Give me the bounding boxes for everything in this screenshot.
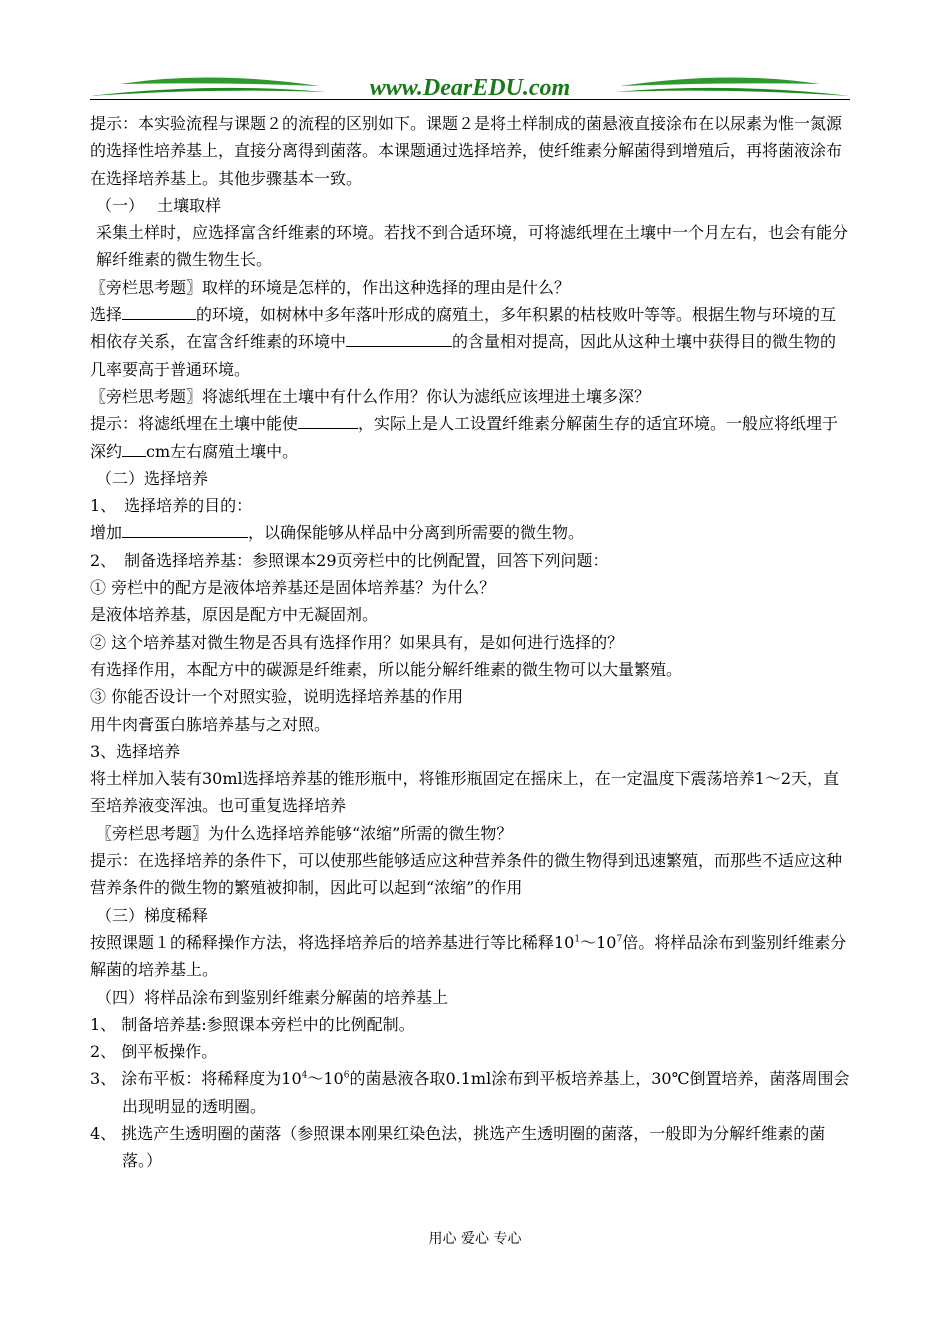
paragraph-dilution: 按照课题１的稀释操作方法，将选择培养后的培养基进行等比稀释$10^1\sim 10^7$倍。将样品涂布到鉴别纤维素分解菌的培养基上。	[90, 932, 847, 980]
paragraph-sampling: 采集土样时，应选择富含纤维素的环境。若找不到合适环境，可将滤纸埋在土壤中一个月左右，也会有能分解纤维素的微生物生长。	[96, 223, 849, 270]
sidebar-question-2: 〖旁栏思考题〗将滤纸埋在土壤中有什么作用？你认为滤纸应该埋进土壤多深？	[90, 386, 651, 406]
answer-item: 有选择作用，本配方中的碳源是纤维素，所以能分解纤维素的微生物可以大量繁殖。	[90, 659, 683, 679]
paragraph-answer-2: 提示：将滤纸埋在土壤中能使 ，实际上是人工设置纤维素分解菌生存的适宜环境。一般应将纸埋于深约 cm左右腐殖土壤中。	[90, 410, 852, 465]
logo-text: www.DearEDU.com	[369, 75, 571, 101]
question-item: ③ 你能否设计一个对照实验，说明选择培养基的作用	[90, 687, 464, 707]
sidebar-question-1: 〖旁栏思考题〗取样的环境是怎样的，作出这种选择的理由是什么？	[90, 277, 571, 297]
answer-item: 用牛肉膏蛋白胨培养基与之对照。	[90, 714, 331, 734]
paragraph-answer-1: 选择 的环境，如树林中多年落叶形成的腐殖土，多年积累的枯枝败叶等等。根据生物与环境的互相依存关系，在富含纤维素的环境中 的含量相对提高，因此从这种土壤中获得目的微生物的几率要高于普通环境。	[90, 301, 852, 383]
page-footer: 用心 爱心 专心	[428, 1231, 522, 1247]
paragraph-answer-3: 提示：在选择培养的条件下，可以使那些能够适应这种营养条件的微生物得到迅速繁殖，而那些不适应这种营养条件的微生物的繁殖被抑制，因此可以起到“浓缩”的作用	[90, 851, 843, 898]
list-item: 3、选择培养	[90, 741, 181, 761]
section-heading-soil-sampling: （一） 土壤取样	[96, 195, 222, 215]
paragraph-culture-steps: 将土样加入装有30ml选择培养基的锥形瓶中，将锥形瓶固定在摇床上，在一定温度下震荡培养1～2天，直至培养液变浑浊。也可重复选择培养	[90, 769, 840, 816]
section-heading-dilution: （三）梯度稀释	[96, 905, 209, 925]
section-heading-plating: （四）将样品涂布到鉴别纤维素分解菌的培养基上	[96, 987, 449, 1007]
fill-blank	[122, 301, 196, 320]
section-heading-selective-culture: （二）选择培养	[96, 468, 209, 488]
header-divider	[90, 99, 850, 100]
list-item: 4、 挑选产生透明圈的菌落（参照课本刚果红染色法，挑选产生透明圈的菌落，一般即为分解纤维素的菌落。）	[90, 1123, 826, 1171]
fill-blank	[122, 438, 146, 457]
question-item: ① 旁栏中的配方是液体培养基还是固体培养基？为什么？	[90, 578, 496, 598]
sidebar-question-3: 〖旁栏思考题〗为什么选择培养能够“浓缩”所需的微生物？	[96, 823, 513, 843]
paragraph-hint-intro: 提示：本实验流程与课题２的流程的区别如下。课题２是将土样制成的菌悬液直接涂布在以尿素为惟一氮源的选择性培养基上，直接分离得到菌落。本课题通过选择培养，使纤维素分解菌得到增殖后，再将菌液涂布在选择培养基上。其他步骤基本一致。	[90, 114, 843, 188]
fill-blank	[122, 519, 248, 538]
list-item: 1、 选择培养的目的：	[90, 496, 253, 516]
list-item: 3、 涂布平板：将稀释度为$10^4\sim 10^6$的菌悬液各取0.1ml涂布到平板培养基上，30℃倒置培养，菌落周围会出现明显的透明圈。	[90, 1069, 850, 1116]
answer-item: 是液体培养基，原因是配方中无凝固剂。	[90, 605, 379, 625]
header-logo-banner	[90, 62, 850, 108]
document-body	[90, 110, 852, 1175]
paragraph-purpose: 增加 ，以确保能够从样品中分离到所需要的微生物。	[90, 519, 852, 546]
fill-blank	[346, 328, 452, 347]
fill-blank	[298, 410, 358, 429]
logo-swoosh-icon	[90, 62, 850, 108]
question-item: ② 这个培养基对微生物是否具有选择作用？如果具有，是如何进行选择的？	[90, 632, 624, 652]
list-item: 1、 制备培养基:参照课本旁栏中的比例配制。	[90, 1014, 415, 1034]
list-item: 2、 制备选择培养基：参照课本29页旁栏中的比例配置，回答下列问题：	[90, 550, 609, 570]
list-item: 2、 倒平板操作。	[90, 1042, 218, 1062]
